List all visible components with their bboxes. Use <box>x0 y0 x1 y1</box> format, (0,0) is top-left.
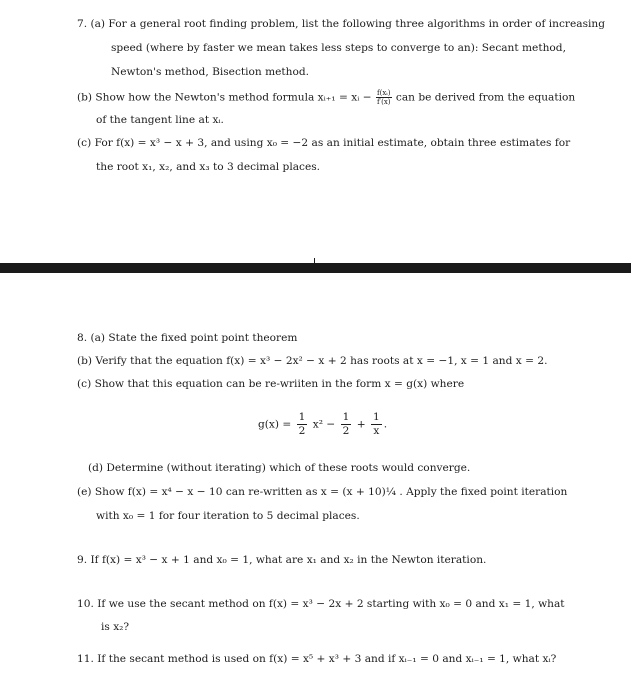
q7-b-line2: of the tangent line at xᵢ. <box>96 114 224 126</box>
page-top <box>0 0 631 263</box>
page-bottom <box>0 273 631 700</box>
q9-text: 9. If f(x) = x³ − x + 1 and x₀ = 1, what are x₁ and x₂ in the Newton iteration. <box>77 554 487 566</box>
q8-eq-frac2-den: 2 <box>342 425 350 437</box>
q8-eq-frac1 <box>297 411 308 438</box>
q8-g-equation <box>258 411 387 438</box>
q8-c: (c) Show that this equation can be re-wriiten in the form x = g(x) where <box>77 378 465 390</box>
q7-a-line2: speed (where by faster we mean takes less steps to converge to an): Secant method, <box>111 42 566 54</box>
q8-eq-frac3 <box>371 411 382 438</box>
q10-line1: 10. If we use the secant method on f(x) = x³ − 2x + 2 starting with x₀ = 0 and x₁ = 1, what <box>77 598 565 610</box>
q8-eq-frac2 <box>341 411 352 438</box>
q8-eq-end: . <box>383 418 388 431</box>
q8-e-line2: with x₀ = 1 for four iteration to 5 decimal places. <box>96 510 360 522</box>
q8-eq-lhs: g(x) = <box>258 418 292 431</box>
q8-eq-frac3-den: x <box>373 425 380 437</box>
q7-a-line3: Newton's method, Bisection method. <box>111 66 310 78</box>
q8-eq-frac3-num: 1 <box>373 411 380 423</box>
q7-c-line2: the root x₁, x₂, and x₃ to 3 decimal places. <box>96 161 321 173</box>
q11-text: 11. If the secant method is used on f(x) = x⁵ + x³ + 3 and if xᵢ₋₁ = 0 and xᵢ₋₁ = 1, what xᵢ? <box>77 653 557 665</box>
q8-b: (b) Verify that the equation f(x) = x³ − 2x² − x + 2 has roots at x = −1, x = 1 and x = 2. <box>77 355 548 367</box>
q7-b-line1 <box>77 89 575 106</box>
q8-e-line1: (e) Show f(x) = x⁴ − x − 10 can re-written as x = (x + 10)¼ . Apply the fixed point iteration <box>77 486 568 498</box>
q8-d: (d) Determine (without iterating) which of these roots would converge. <box>88 462 471 474</box>
q7-b-frac-den: f′(x) <box>376 98 391 106</box>
q8-eq-term1: x² − <box>312 418 336 431</box>
q7-a-line1: 7. (a) For a general root finding problem, list the following three algorithms in order of increasing <box>77 18 606 30</box>
q8-a: 8. (a) State the fixed point point theorem <box>77 332 298 344</box>
q7-b-suffix: can be derived from the equation <box>392 91 576 104</box>
q10-line2: is x₂? <box>101 621 130 633</box>
q7-b-frac-num: f(xᵢ) <box>377 89 391 97</box>
q8-eq-plus: + <box>356 418 366 431</box>
q7-c-line1: (c) For f(x) = x³ − x + 3, and using x₀ = −2 as an initial estimate, obtain three estimates for <box>77 137 571 149</box>
q7-b-prefix: (b) Show how the Newton's method formula <box>77 91 318 104</box>
q7-b-formula-lhs: xᵢ₊₁ = xᵢ − <box>317 91 372 104</box>
q8-eq-frac1-num: 1 <box>298 411 306 423</box>
q8-eq-frac1-den: 2 <box>298 425 306 437</box>
page-divider <box>0 263 631 273</box>
q8-eq-frac2-num: 1 <box>342 411 350 423</box>
q7-b-fraction <box>376 89 392 106</box>
